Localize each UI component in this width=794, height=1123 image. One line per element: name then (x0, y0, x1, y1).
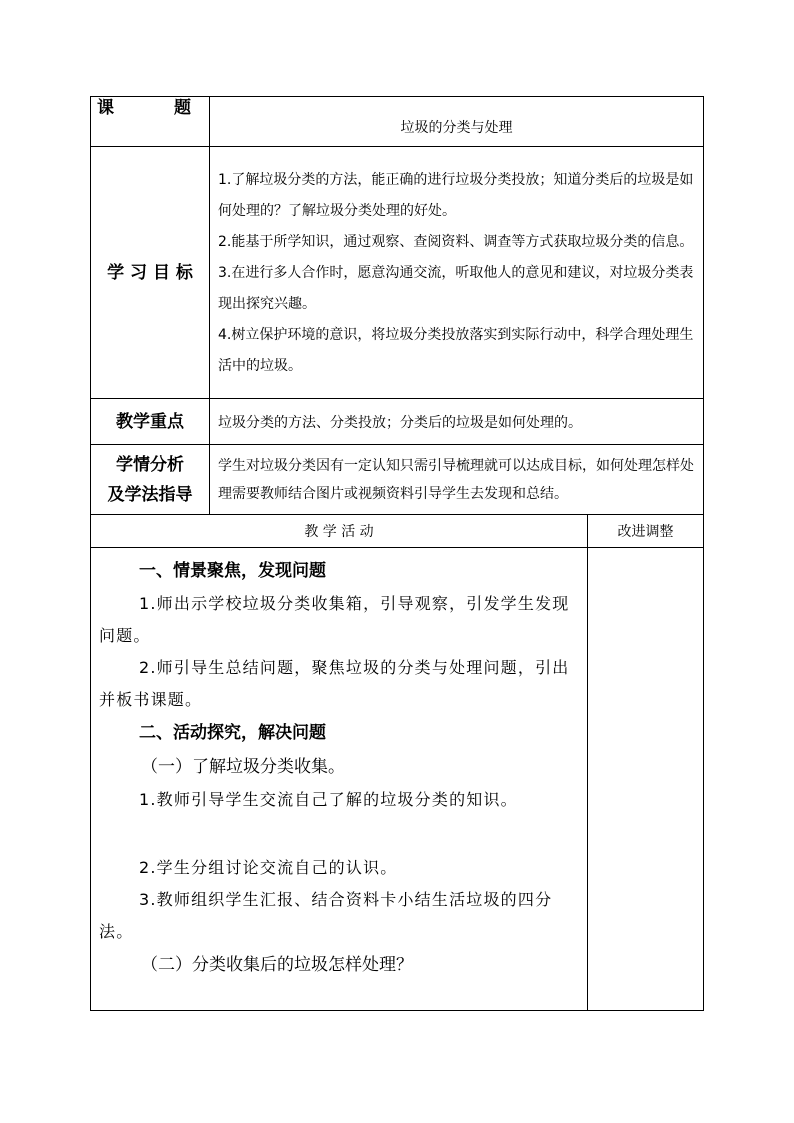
analysis-content: 学生对垃圾分类因有一定认知只需引导梳理就可以达成目标，如何处理怎样处理需要教师结合图片或视频资料引导学生去发现和总结。 (210, 445, 704, 515)
activity-paragraph: 2.师引导生总结问题，聚焦垃圾的分类与处理问题，引出并板书课题。 (99, 658, 570, 709)
goals-label: 学 习 目 标 (91, 147, 210, 399)
title-label-ti: 题 (174, 98, 191, 118)
lesson-plan-table (90, 96, 704, 1011)
activities-content (91, 548, 588, 1011)
goal-item: 2.能基于所学知识，通过观察、查阅资料、调查等方式获取垃圾分类的信息。 (218, 234, 694, 250)
goal-item: 1.了解垃圾分类的方法，能正确的进行垃圾分类投放；知道分类后的垃圾是如何处理的？了解垃圾分类处理的好处。 (218, 172, 694, 219)
lesson-title: 垃圾的分类与处理 (210, 97, 704, 147)
analysis-label-line2: 及学法指导 (107, 484, 193, 505)
activity-paragraph: 1.教师引导学生交流自己了解的垃圾分类的知识。 (139, 790, 518, 809)
activity-paragraph: 2.学生分组讨论交流自己的认识。 (139, 858, 398, 877)
title-label (91, 97, 210, 147)
title-row (91, 97, 704, 147)
goal-item: 4.树立保护环境的意识，将垃圾分类投放落实到实际行动中，科学合理处理生活中的垃圾。 (218, 327, 694, 374)
adjust-content (588, 548, 704, 1011)
activity-paragraph: 3.教师组织学生汇报、结合资料卡小结生活垃圾的四分法。 (99, 890, 553, 941)
activities-row (91, 548, 704, 1011)
analysis-label (91, 445, 210, 515)
focus-label: 教学重点 (91, 399, 210, 445)
activity-paragraph: 1.师出示学校垃圾分类收集箱，引导观察，引发学生发现问题。 (99, 594, 570, 645)
goals-content (210, 147, 704, 399)
goal-item: 3.在进行多人合作时，愿意沟通交流，听取他人的意见和建议，对垃圾分类表现出探究兴趣。 (218, 265, 694, 312)
subsection-heading: （一）了解垃圾分类收集。 (141, 757, 345, 777)
section-heading: 二、活动探究，解决问题 (139, 723, 326, 743)
analysis-row (91, 445, 704, 515)
blank-gap (99, 816, 573, 852)
goals-row (91, 147, 704, 399)
focus-content: 垃圾分类的方法、分类投放；分类后的垃圾是如何处理的。 (210, 399, 704, 445)
activities-header: 教 学 活 动 (91, 515, 588, 548)
analysis-label-line1: 学情分析 (116, 454, 184, 475)
focus-row (91, 399, 704, 445)
section-heading: 一、情景聚焦，发现问题 (139, 561, 326, 581)
activity-header-row (91, 515, 704, 548)
adjust-header: 改进调整 (588, 515, 704, 548)
subsection-heading: （二）分类收集后的垃圾怎样处理？ (141, 955, 413, 975)
title-label-ke: 课 (97, 98, 114, 118)
